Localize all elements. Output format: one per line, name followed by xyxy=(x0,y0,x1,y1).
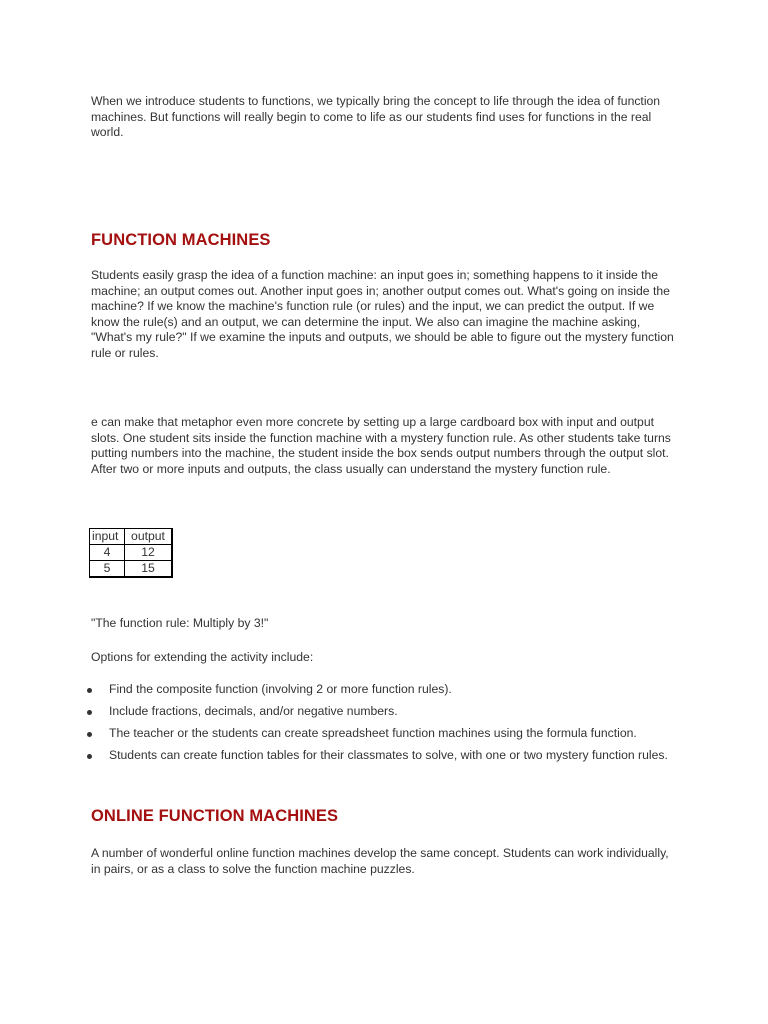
bullet-icon xyxy=(87,754,92,759)
table-row xyxy=(90,545,173,561)
table-cell-input: 5 xyxy=(90,561,125,578)
online-function-machines-heading: ONLINE FUNCTION MACHINES xyxy=(91,807,339,825)
table-cell-input: 4 xyxy=(90,545,125,561)
table-header-input: input xyxy=(90,529,125,545)
list-item-text: Find the composite function (involving 2 or more function rules). xyxy=(109,682,452,696)
table-header-output: output xyxy=(125,529,173,545)
list-item xyxy=(91,726,691,742)
list-item-text: The teacher or the students can create spreadsheet function machines using the formula function. xyxy=(109,726,637,741)
function-rule-text: "The function rule: Multiply by 3!" xyxy=(91,616,269,630)
intro-paragraph: When we introduce students to functions, we typically bring the concept to life through the idea of function machines. But functions will really begin to come to life as our students find uses for functions in the real world. xyxy=(91,94,661,140)
table-cell-output: 15 xyxy=(125,561,173,578)
table-cell-output: 12 xyxy=(125,545,173,561)
cardboard-box-paragraph: e can make that metaphor even more concrete by setting up a large cardboard box with input and output slots. One student sits inside the function machine with a mystery function rule. As other students take turns putting numbers into the machine, the student inside the box sends output numbers through the output slot. After two or more inputs and outputs, the class usually can understand the mystery function rule. xyxy=(91,415,671,476)
online-function-machines-paragraph: A number of wonderful online function machines develop the same concept. Students can work individually, in pairs, or as a class to solve the function machine puzzles. xyxy=(91,846,669,876)
function-machines-heading: FUNCTION MACHINES xyxy=(91,231,271,249)
bullet-icon xyxy=(87,732,92,737)
table-row xyxy=(90,561,173,578)
list-item-text: Include fractions, decimals, and/or negative numbers. xyxy=(109,704,398,719)
bullet-icon xyxy=(87,710,92,715)
table-header-row xyxy=(90,529,173,545)
options-list xyxy=(91,682,691,770)
list-item xyxy=(91,682,691,698)
bullet-icon xyxy=(87,688,92,693)
list-item xyxy=(91,748,691,764)
options-intro: Options for extending the activity include: xyxy=(91,650,314,664)
list-item xyxy=(91,704,691,720)
list-item-text: Students can create function tables for their classmates to solve, with one or two mystery function rules. xyxy=(109,748,668,763)
function-machines-paragraph: Students easily grasp the idea of a function machine: an input goes in; something happens to it inside the machine; an output comes out. Another input goes in; another output comes out. What's going on inside the machine? If we know the machine's function rule (or rules) and the input, we can predict the output. If we know the rule(s) and an output, we can determine the input. We also can imagine the machine asking, "What's my rule?" If we examine the inputs and outputs, we should be able to figure out the mystery function rule or rules. xyxy=(91,268,674,360)
input-output-table xyxy=(89,528,173,578)
